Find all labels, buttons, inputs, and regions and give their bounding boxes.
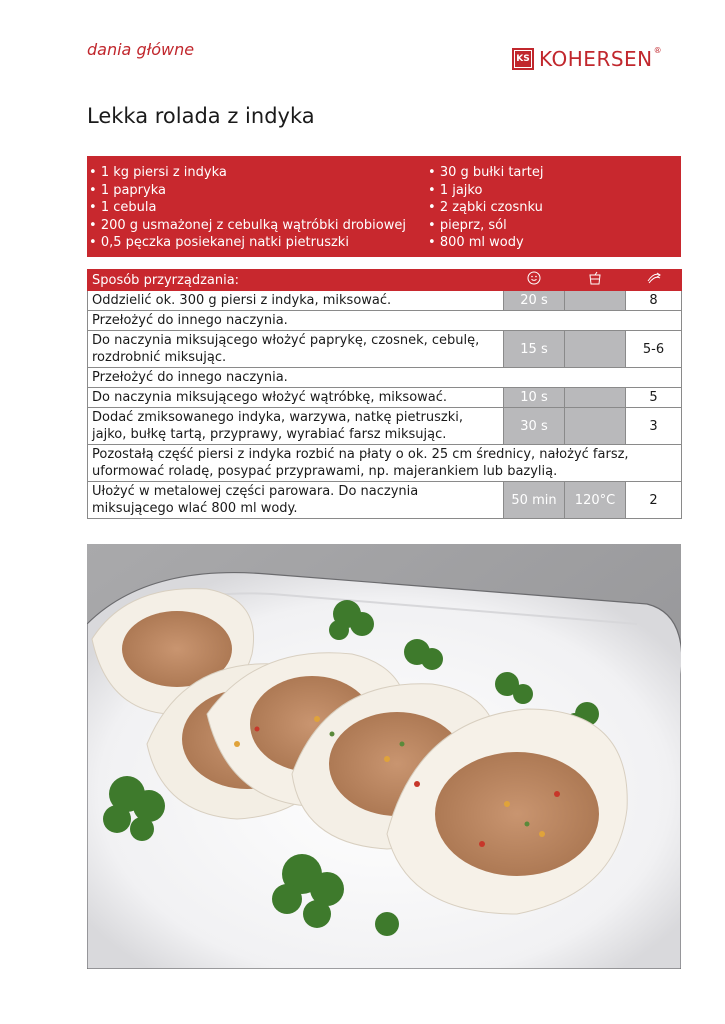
step-speed: 5 (626, 388, 682, 408)
step-text: Przełożyć do innego naczynia. (88, 368, 682, 388)
ingredient-item: • 1 jajko (428, 182, 543, 200)
step-text: Do naczynia miksującego włożyć paprykę, czosnek, cebulę, rozdrobnić miksując. (88, 331, 504, 368)
ingredients-left-column (89, 164, 406, 252)
step-speed: 3 (626, 408, 682, 445)
step-time: 50 min (504, 482, 565, 519)
ingredients-right-column (428, 164, 543, 252)
method-table (87, 269, 682, 519)
speed-icon (626, 270, 682, 291)
timer-icon (504, 270, 565, 291)
step-text: Pozostałą część piersi z indyka rozbić na płaty o ok. 25 cm średnicy, nałożyć farsz, uformować roladę, posypać przyprawami, np. majerankiem lub bazylią. (88, 445, 682, 482)
method-step-row (88, 368, 682, 388)
ingredient-item: • 1 cebula (89, 199, 406, 217)
step-time: 20 s (504, 291, 565, 311)
method-step-row (88, 445, 682, 482)
step-text: Oddzielić ok. 300 g piersi z indyka, miksować. (88, 291, 504, 311)
step-temp: 120°C (565, 482, 626, 519)
method-step-row (88, 291, 682, 311)
step-speed: 2 (626, 482, 682, 519)
step-text: Ułożyć w metalowej części parowara. Do naczynia miksującego wlać 800 ml wody. (88, 482, 504, 519)
step-temp (565, 331, 626, 368)
ingredient-item: • 800 ml wody (428, 234, 543, 252)
registered-mark: ® (653, 46, 662, 55)
ingredient-item: • pieprz, sól (428, 217, 543, 235)
step-temp (565, 408, 626, 445)
method-header-row (88, 270, 682, 291)
ingredient-item: • 1 papryka (89, 182, 406, 200)
step-time: 30 s (504, 408, 565, 445)
step-temp (565, 388, 626, 408)
step-time: 15 s (504, 331, 565, 368)
ingredient-item: • 2 ząbki czosnku (428, 199, 543, 217)
method-step-row (88, 408, 682, 445)
method-heading: Sposób przyrządzania: (88, 270, 504, 291)
ingredient-item: • 1 kg piersi z indyka (89, 164, 406, 182)
ingredient-item: • 200 g usmażonej z cebulką wątróbki drobiowej (89, 217, 406, 235)
method-step-row (88, 388, 682, 408)
step-text: Przełożyć do innego naczynia. (88, 311, 682, 331)
category-label: dania główne (87, 40, 195, 59)
recipe-title: Lekka rolada z indyka (87, 104, 315, 128)
temperature-icon (565, 270, 626, 291)
step-speed: 8 (626, 291, 682, 311)
dish-photo (87, 544, 681, 969)
ingredient-item: • 30 g bułki tartej (428, 164, 543, 182)
step-text: Do naczynia miksującego włożyć wątróbkę, miksować. (88, 388, 504, 408)
method-step-row (88, 311, 682, 331)
step-speed: 5-6 (626, 331, 682, 368)
method-step-row (88, 331, 682, 368)
ingredients-box (87, 156, 681, 257)
brand-name: KOHERSEN (539, 47, 653, 71)
step-text: Dodać zmiksowanego indyka, warzywa, natkę pietruszki, jajko, bułkę tartą, przyprawy, wyrabiać farsz miksując. (88, 408, 504, 445)
brand-logo (512, 46, 662, 72)
ingredient-item: • 0,5 pęczka posiekanej natki pietruszki (89, 234, 406, 252)
brand-mark-icon: KS (512, 48, 534, 70)
step-time: 10 s (504, 388, 565, 408)
method-step-row (88, 482, 682, 519)
step-temp (565, 291, 626, 311)
